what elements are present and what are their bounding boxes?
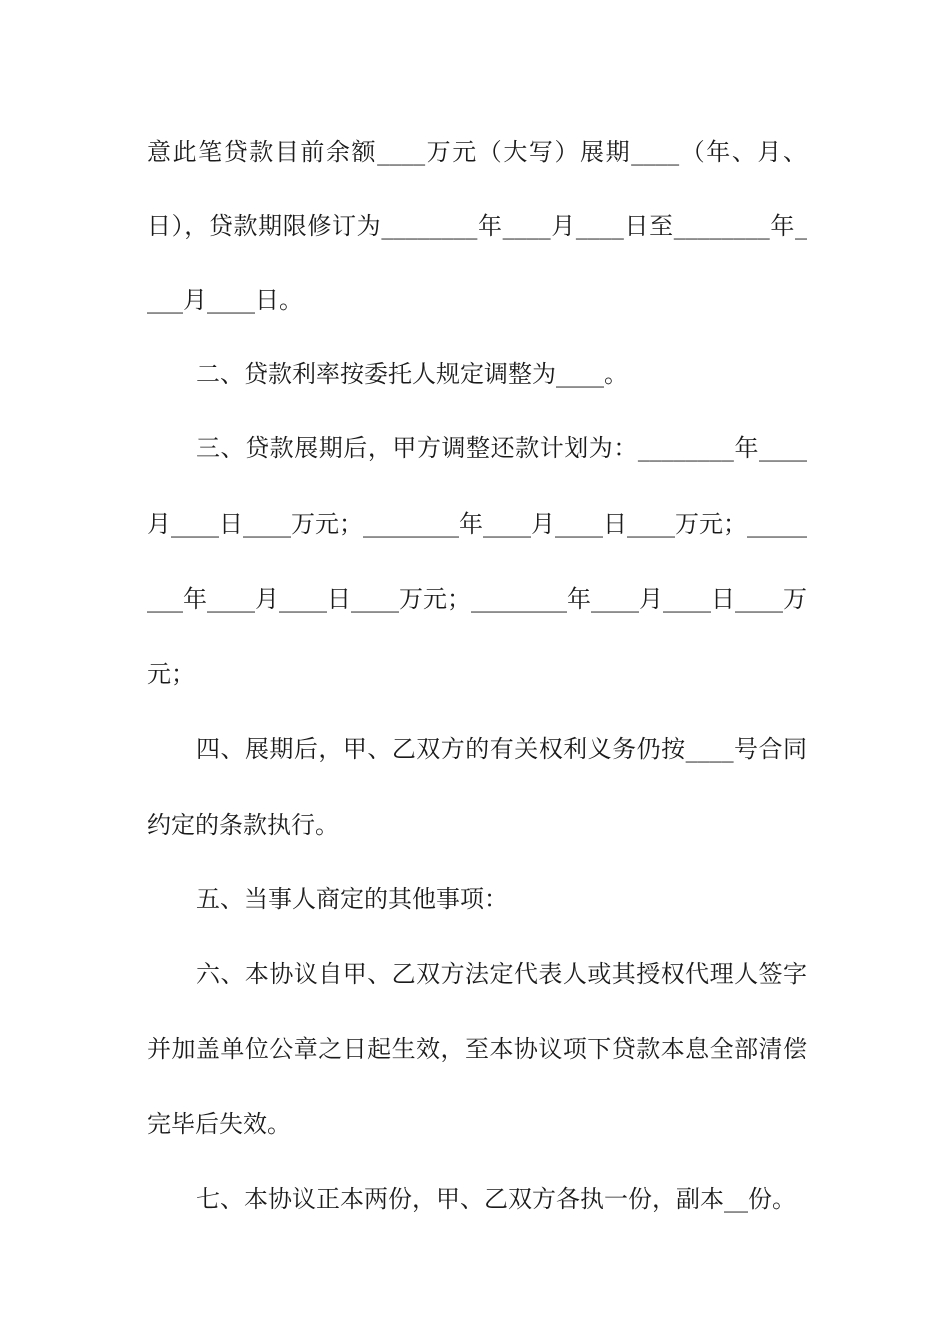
text-line: 日），贷款期限修订为________年____月____日至________年_ (147, 212, 807, 240)
text-line: ___年____月____日____万元；________年____月____日____万 (147, 585, 807, 613)
text-line: 意此笔贷款目前余额____万元（大写）展期____（年、月、 (147, 138, 807, 166)
text-line: 元； (147, 660, 195, 688)
text-line: 并加盖单位公章之日起生效，至本协议项下贷款本息全部清偿 (147, 1035, 807, 1063)
clause-6: 六、本协议自甲、乙双方法定代表人或其授权代理人签字 (196, 960, 807, 988)
text-line: 完毕后失效。 (147, 1110, 291, 1138)
text-line: ___月____日。 (147, 286, 303, 314)
clause-7: 七、本协议正本两份，甲、乙双方各执一份，副本__份。 (196, 1185, 796, 1213)
clause-5: 五、当事人商定的其他事项： (196, 885, 508, 913)
text-line: 约定的条款执行。 (147, 811, 339, 839)
clause-2: 二、贷款利率按委托人规定调整为____。 (196, 360, 628, 388)
clause-4: 四、展期后，甲、乙双方的有关权利义务仍按____号合同 (196, 735, 807, 763)
text-line: 月____日____万元；________年____月____日____万元；_____ (147, 510, 807, 538)
clause-3: 三、贷款展期后，甲方调整还款计划为：________年____ (196, 434, 807, 462)
